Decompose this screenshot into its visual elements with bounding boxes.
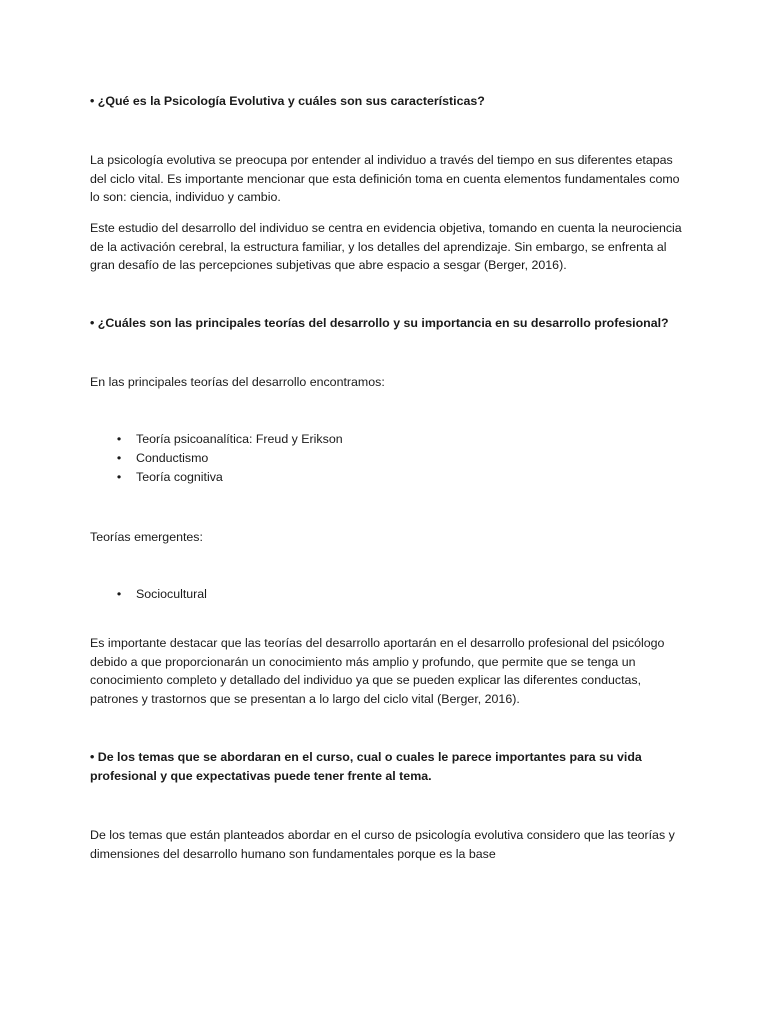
bullet-icon: • [116, 587, 122, 601]
bullet-icon: • [116, 470, 122, 484]
list-item [114, 468, 674, 487]
answer-2-intro: En las principales teorías del desarrollo encontramos: [90, 375, 385, 389]
answer-2-conclusion: Es importante destacar que las teorías del desarrollo aportarán en el desarrollo profesional del psicólogo debido a que proporcionarán un conocimiento más amplio y profundo, que permite que se tenga un conocimiento completo y detallado del individuo ya que se pueden explicar las diferentes conductas, patrones y trastornos que se presentan a lo largo del ciclo vital (Berger, 2016). [90, 636, 665, 706]
list-item-label: Sociocultural [136, 587, 207, 601]
theories-list [114, 430, 674, 487]
answer-1-paragraph-1: La psicología evolutiva se preocupa por entender al individuo a través del tiempo en sus diferentes etapas del ciclo vital. Es importante mencionar que esta definición toma en cuenta elementos fundamentales como lo son: ciencia, individuo y cambio. [90, 153, 680, 204]
bullet-icon: • [116, 432, 122, 446]
list-item [114, 585, 674, 604]
list-item [114, 430, 674, 449]
question-1-heading: • ¿Qué es la Psicología Evolutiva y cuáles son sus características? [90, 94, 485, 108]
answer-3-paragraph: De los temas que están planteados abordar en el curso de psicología evolutiva considero que las teorías y dimensiones del desarrollo humano son fundamentales porque es la base [90, 828, 675, 861]
question-3-heading: • De los temas que se abordaran en el curso, cual o cuales le parece importantes para su vida profesional y que expectativas puede tener frente al tema. [90, 750, 642, 783]
list-item-label: Teoría psicoanalítica: Freud y Erikson [136, 432, 343, 446]
question-2-heading: • ¿Cuáles son las principales teorías del desarrollo y su importancia en su desarrollo profesional? [90, 316, 669, 330]
answer-1-paragraph-2: Este estudio del desarrollo del individuo se centra en evidencia objetiva, tomando en cuenta la neurociencia de la activación cerebral, la estructura familiar, y los detalles del aprendizaje. Sin embargo, se enfrenta al gran desafío de las percepciones subjetivas que abre espacio a sesgar (Berger, 2016). [90, 221, 682, 272]
list-item [114, 449, 674, 468]
emerging-theories-label: Teorías emergentes: [90, 530, 203, 544]
emerging-theories-list [114, 585, 674, 604]
list-item-label: Teoría cognitiva [136, 470, 223, 484]
bullet-icon: • [116, 451, 122, 465]
list-item-label: Conductismo [136, 451, 209, 465]
